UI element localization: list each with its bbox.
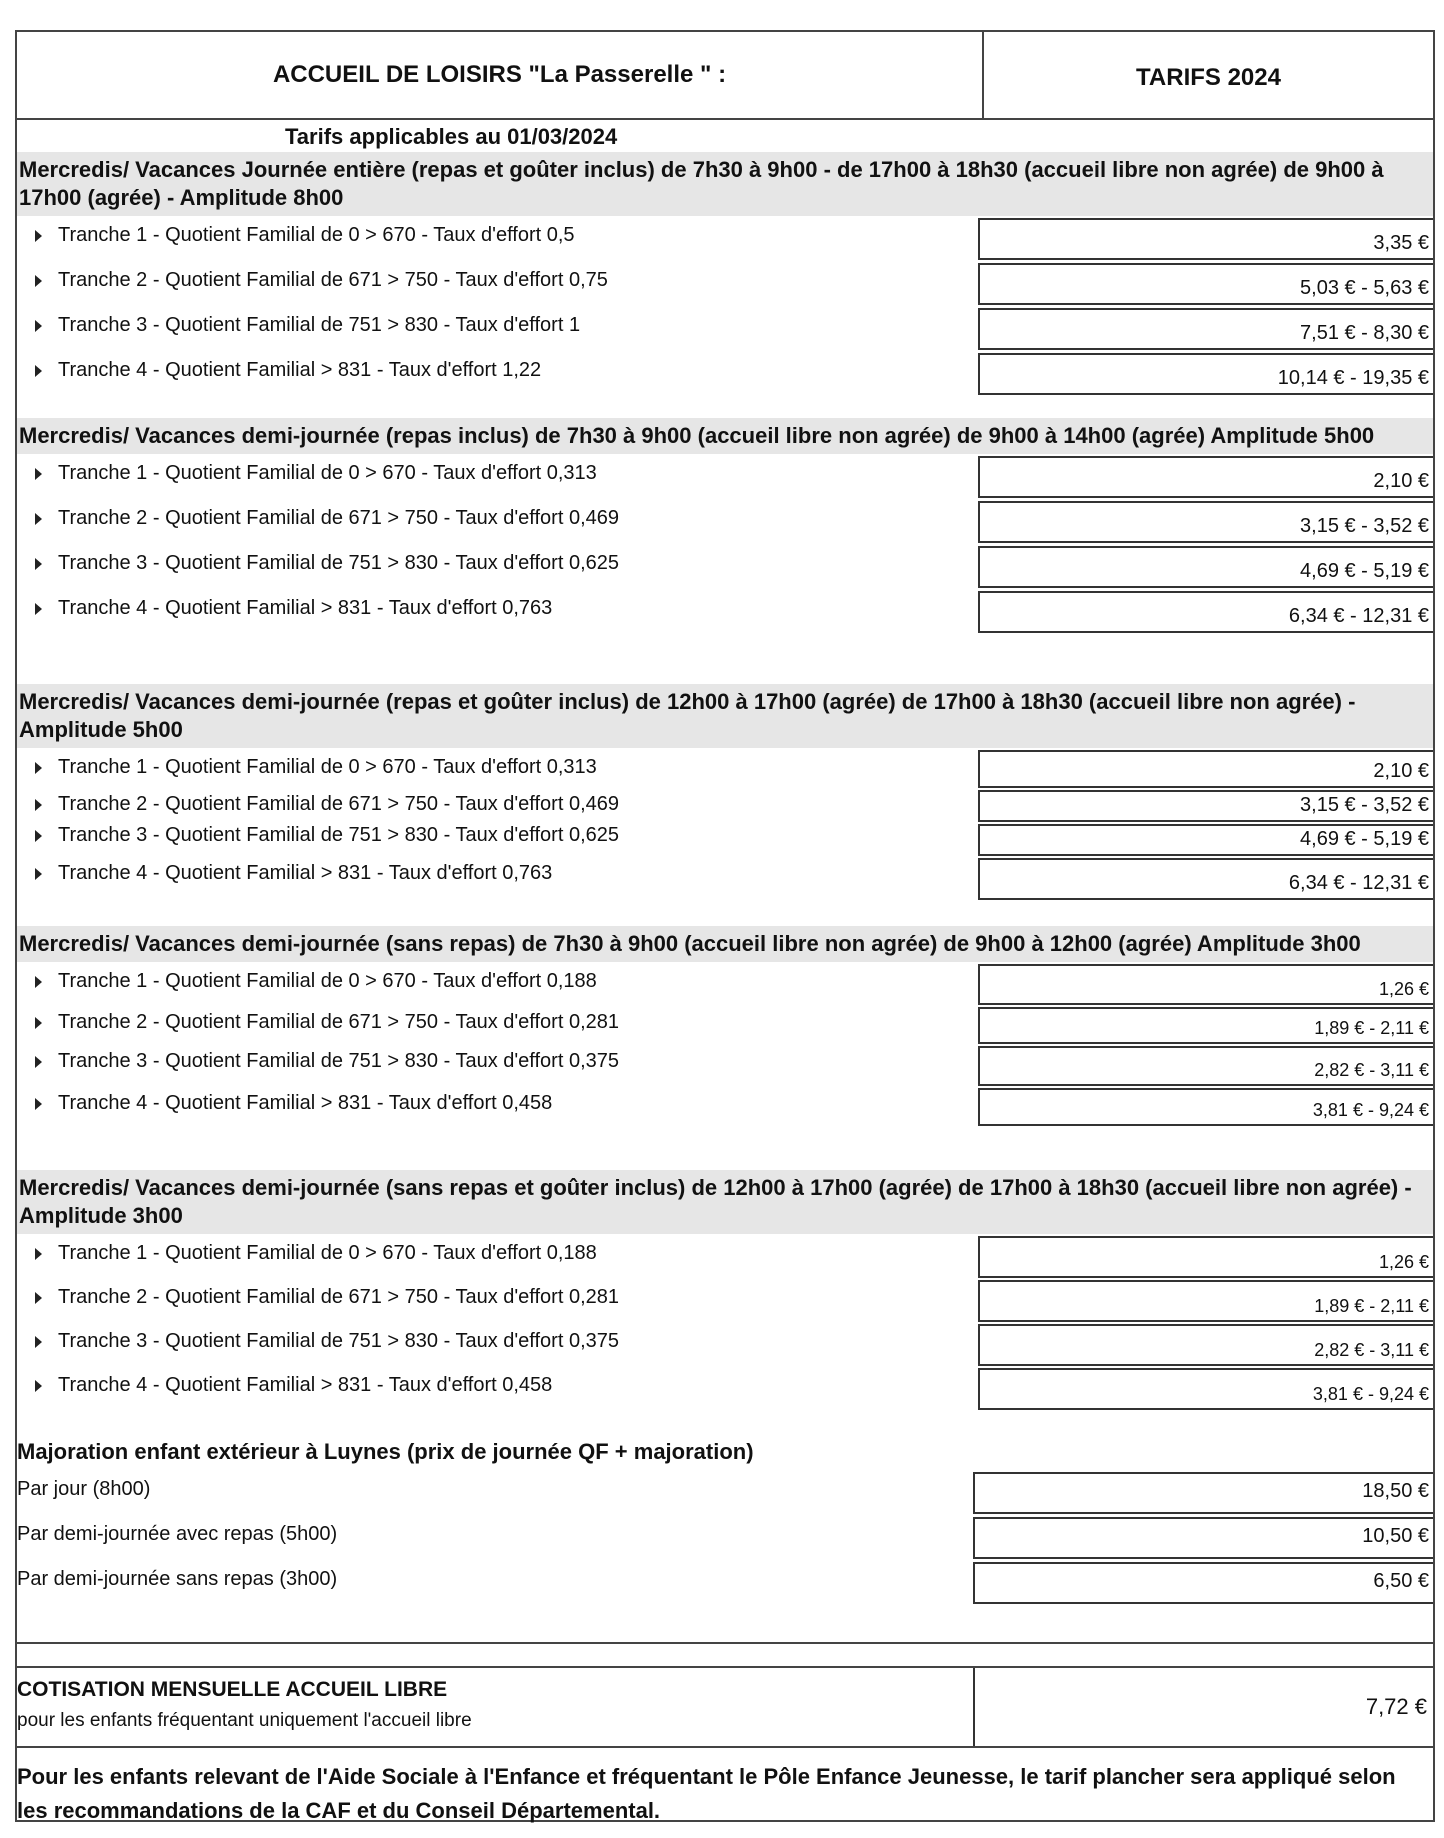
row-label: Tranche 3 - Quotient Familial de 751 > 830 - Taux d'effort 0,375 [58,1330,620,1352]
row-value: 1,26 € [978,964,1433,1005]
tariff-row [17,1234,1433,1278]
row-value: 3,81 € - 9,24 € [978,1368,1433,1410]
cotisation-value: 7,72 € [973,1668,1433,1746]
row-value: 1,89 € - 2,11 € [978,1280,1433,1322]
row-value: 6,34 € - 12,31 € [978,858,1433,900]
section-demi-journee-repas-gouter [17,684,1433,900]
tariff-row [17,306,1433,351]
bullet-triangle-icon [35,1292,42,1304]
section-majoration [17,1434,1433,1605]
section-demi-journee-sans-repas-gouter [17,1170,1433,1410]
bullet-triangle-icon [35,468,42,480]
row-label: Tranche 1 - Quotient Familial de 0 > 670 - Taux d'effort 0,5 [58,224,575,246]
bullet-triangle-icon [35,558,42,570]
row-value: 4,69 € - 5,19 € [978,546,1433,588]
row-label: Par demi-journée avec repas (5h00) [17,1523,338,1545]
row-label: Tranche 4 - Quotient Familial > 831 - Taux d'effort 0,458 [58,1374,553,1396]
row-value: 3,15 € - 3,52 € [978,790,1433,822]
tariff-row [17,261,1433,306]
tariff-row [17,544,1433,589]
row-label: Tranche 1 - Quotient Familial de 0 > 670 - Taux d'effort 0,188 [58,970,597,992]
row-label: Tranche 2 - Quotient Familial de 671 > 750 - Taux d'effort 0,469 [58,793,620,815]
row-label: Tranche 3 - Quotient Familial de 751 > 830 - Taux d'effort 0,375 [58,1050,620,1072]
bullet-triangle-icon [35,1336,42,1348]
row-value: 3,15 € - 3,52 € [978,501,1433,543]
section-demi-journee-sans-repas [17,926,1433,1126]
row-value: 3,35 € [978,218,1433,260]
cotisation-title: COTISATION MENSUELLE ACCUEIL LIBRE [17,1678,448,1701]
row-label: Tranche 3 - Quotient Familial de 751 > 830 - Taux d'effort 0,625 [58,824,620,846]
majoration-title: Majoration enfant extérieur à Luynes (prix de journée QF + majoration) [17,1434,1433,1470]
section-title: Mercredis/ Vacances Journée entière (repas et goûter inclus) de 7h30 à 9h00 - de 17h00 à 18h30 (accueil libre non agrée) de 9h00 à 17h00 (agrée) - Amplitude 8h00 [17,152,1433,216]
tariff-row [17,1044,1433,1086]
row-label: Tranche 2 - Quotient Familial de 671 > 750 - Taux d'effort 0,281 [58,1286,620,1308]
bullet-triangle-icon [35,603,42,615]
tariff-row [17,1005,1433,1044]
tariff-row [17,856,1433,900]
row-value: 4,69 € - 5,19 € [978,824,1433,856]
bullet-triangle-icon [35,1017,42,1029]
tariff-row [17,748,1433,788]
row-label: Tranche 4 - Quotient Familial > 831 - Taux d'effort 1,22 [58,359,542,381]
bullet-triangle-icon [35,976,42,988]
tariff-row [17,822,1433,856]
section-title: Mercredis/ Vacances demi-journée (sans repas) de 7h30 à 9h00 (accueil libre non agrée) de 9h00 à 12h00 (agrée) Amplitude 3h00 [17,926,1433,962]
section-title: Mercredis/ Vacances demi-journée (sans repas et goûter inclus) de 12h00 à 17h00 (agrée) de 17h00 à 18h30 (accueil libre non agrée) - Amplitude 3h00 [17,1170,1433,1234]
majoration-row [17,1470,1433,1515]
document-header [17,32,1433,120]
document-title: ACCUEIL DE LOISIRS "La Passerelle " : [17,32,984,118]
row-value: 5,03 € - 5,63 € [978,263,1433,305]
section-title: Mercredis/ Vacances demi-journée (repas inclus) de 7h30 à 9h00 (accueil libre non agrée) de 9h00 à 14h00 (agrée) Amplitude 5h00 [17,418,1433,454]
row-label: Par jour (8h00) [17,1478,151,1500]
row-label: Tranche 2 - Quotient Familial de 671 > 750 - Taux d'effort 0,75 [58,269,608,291]
tariff-row [17,962,1433,1005]
row-label: Tranche 2 - Quotient Familial de 671 > 750 - Taux d'effort 0,469 [58,507,620,529]
bullet-triangle-icon [35,762,42,774]
tariff-row [17,1278,1433,1322]
tariff-row [17,454,1433,499]
row-label: Tranche 2 - Quotient Familial de 671 > 750 - Taux d'effort 0,281 [58,1011,620,1033]
bullet-triangle-icon [35,275,42,287]
row-label: Tranche 1 - Quotient Familial de 0 > 670 - Taux d'effort 0,313 [58,756,597,778]
bullet-triangle-icon [35,320,42,332]
tariff-row [17,788,1433,822]
bullet-triangle-icon [35,1248,42,1260]
tariff-row [17,216,1433,261]
bullet-triangle-icon [35,513,42,525]
row-value: 2,10 € [978,456,1433,498]
footer-note: Pour les enfants relevant de l'Aide Sociale à l'Enfance et fréquentant le Pôle Enfance Jeunesse, le tarif plancher sera appliqué selon les recommandations de la CAF et du Conseil Départemental. [17,1764,1396,1823]
row-label: Tranche 4 - Quotient Familial > 831 - Taux d'effort 0,763 [58,862,553,884]
cotisation-block [17,1666,1433,1748]
row-value: 10,50 € [973,1517,1433,1559]
applicable-date-subtitle: Tarifs applicables au 01/03/2024 [285,124,618,149]
bullet-triangle-icon [35,868,42,880]
tariff-document [15,30,1435,1822]
section-demi-journee-repas [17,418,1433,634]
row-value: 2,82 € - 3,11 € [978,1046,1433,1086]
tariff-row [17,499,1433,544]
row-value: 1,26 € [978,1236,1433,1278]
row-value: 10,14 € - 19,35 € [978,353,1433,395]
divider [17,1642,1433,1644]
bullet-triangle-icon [35,1056,42,1068]
row-label: Tranche 4 - Quotient Familial > 831 - Taux d'effort 0,458 [58,1092,553,1114]
row-label: Tranche 1 - Quotient Familial de 0 > 670 - Taux d'effort 0,188 [58,1242,597,1264]
tarifs-year-title: TARIFS 2024 [1136,64,1281,91]
bullet-triangle-icon [35,799,42,811]
bullet-triangle-icon [35,1380,42,1392]
cotisation-description: pour les enfants fréquentant uniquement l'accueil libre [17,1710,472,1731]
row-label: Tranche 1 - Quotient Familial de 0 > 670 - Taux d'effort 0,313 [58,462,597,484]
row-value: 7,51 € - 8,30 € [978,308,1433,350]
section-title: Mercredis/ Vacances demi-journée (repas et goûter inclus) de 12h00 à 17h00 (agrée) de 17h00 à 18h30 (accueil libre non agrée) - Amplitude 5h00 [17,684,1433,748]
row-label: Tranche 3 - Quotient Familial de 751 > 830 - Taux d'effort 1 [58,314,581,336]
tariff-row [17,1322,1433,1366]
tariff-row [17,589,1433,634]
majoration-row [17,1515,1433,1560]
row-label: Tranche 3 - Quotient Familial de 751 > 830 - Taux d'effort 0,625 [58,552,620,574]
row-value: 6,50 € [973,1562,1433,1604]
majoration-row [17,1560,1433,1605]
bullet-triangle-icon [35,365,42,377]
section-journee-entiere [17,152,1433,396]
row-value: 2,10 € [978,750,1433,788]
row-label: Tranche 4 - Quotient Familial > 831 - Taux d'effort 0,763 [58,597,553,619]
bullet-triangle-icon [35,230,42,242]
row-value: 2,82 € - 3,11 € [978,1324,1433,1366]
bullet-triangle-icon [35,1098,42,1110]
tariff-row [17,1366,1433,1410]
bullet-triangle-icon [35,830,42,842]
row-value: 1,89 € - 2,11 € [978,1007,1433,1044]
row-value: 18,50 € [973,1472,1433,1514]
row-value: 6,34 € - 12,31 € [978,591,1433,633]
tariff-row [17,1086,1433,1126]
row-label: Par demi-journée sans repas (3h00) [17,1568,338,1590]
tariff-row [17,351,1433,396]
row-value: 3,81 € - 9,24 € [978,1088,1433,1126]
